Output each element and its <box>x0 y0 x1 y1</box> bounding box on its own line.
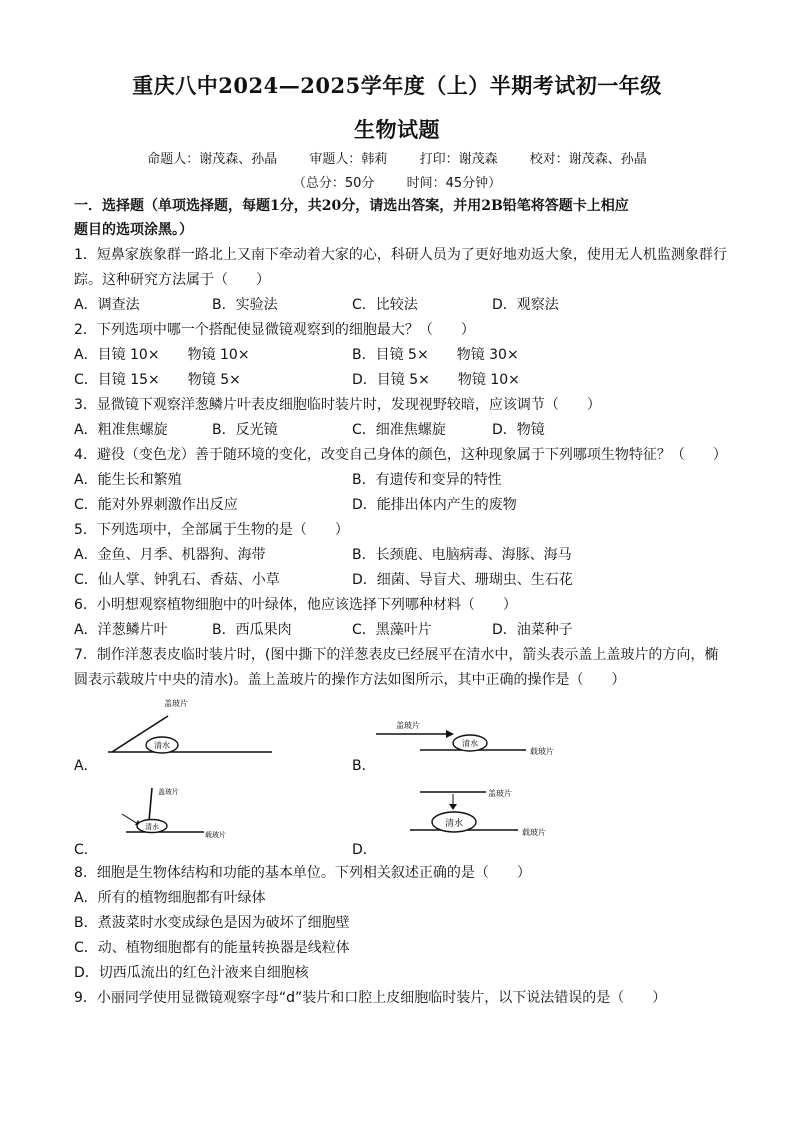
q3-stem: 3．显微镜下观察洋葱鳞片叶表皮细胞临时装片时，发现视野较暗，应该调节（ ） <box>74 397 601 413</box>
total-score: （总分：50分 <box>292 176 375 191</box>
q7-option-b: B． <box>352 758 376 774</box>
q3-option-a: A．粗准焦螺旋 <box>74 422 168 438</box>
q1-stem-line1: 1．短鼻家族象群一路北上又南下牵动着大家的心，科研人员为了更好地劝返大象，使用无人机监测象群行 <box>74 247 727 263</box>
q9-stem: 9．小丽同学使用显微镜观察字母“d”装片和口腔上皮细胞临时装片，以下说法错误的是（ ） <box>74 990 667 1006</box>
q4-option-b: B．有遗传和变异的特性 <box>352 472 502 488</box>
q7-figure-c <box>108 784 238 848</box>
q7-stem-line1: 7．制作洋葱表皮临时装片时，(图中撕下的洋葱表皮已经展平在清水中，箭头表示盖上盖玻片的方向，椭 <box>74 647 719 663</box>
q8-option-a: A．所有的植物细胞都有叶绿体 <box>74 890 266 906</box>
q8-option-c: C．动、植物细胞都有的能量转换器是线粒体 <box>74 940 350 956</box>
exam-title: 重庆八中2024—2025学年度（上）半期考试初一年级 <box>132 73 662 98</box>
q8-option-d: D．切西瓜流出的红色汁液来自细胞核 <box>74 965 309 981</box>
q1-option-c: C．比较法 <box>352 297 418 313</box>
exam-time: 时间：45分钟） <box>406 176 502 191</box>
q7-stem-line2: 圆表示载玻片中央的清水)。盖上盖玻片的操作方法如图所示，其中正确的操作是（ ） <box>74 672 626 688</box>
author-line <box>0 148 794 167</box>
q4-option-a: A．能生长和繁殖 <box>74 472 182 488</box>
proofreader: 校对：谢茂森、孙晶 <box>529 152 647 167</box>
q1-stem-line2: 踪。这种研究方法属于（ ） <box>74 272 270 288</box>
q3-option-c: C．细准焦螺旋 <box>352 422 446 438</box>
q2-option-d: D．目镜 5× 物镜 10× <box>352 372 520 388</box>
q1-option-a: A．调查法 <box>74 297 140 313</box>
q5-option-d: D．细菌、导盲犬、珊瑚虫、生石花 <box>352 572 573 588</box>
q4-option-c: C．能对外界刺激作出反应 <box>74 497 238 513</box>
water-label: 清水 <box>462 739 478 748</box>
q6-stem: 6．小明想观察植物细胞中的叶绿体，他应该选择下列哪种材料（ ） <box>74 597 517 613</box>
slide-label: 载玻片 <box>205 831 226 839</box>
q6-option-c: C．黑藻叶片 <box>352 622 432 638</box>
q7-figure-b <box>374 712 584 772</box>
q7-option-d: D． <box>352 842 377 858</box>
score-time-line <box>0 172 794 191</box>
q5-option-c: C．仙人掌、钟乳石、香菇、小草 <box>74 572 280 588</box>
q5-stem: 5．下列选项中，全部属于生物的是（ ） <box>74 522 349 538</box>
q3-option-d: D．物镜 <box>492 422 545 438</box>
q4-option-d: D．能排出体内产生的废物 <box>352 497 517 513</box>
arrow-right-icon <box>446 730 454 738</box>
q1-option-d: D．观察法 <box>492 297 559 313</box>
water-label: 清水 <box>444 819 464 829</box>
q7-figure-d <box>374 780 584 846</box>
cover-label: 盖玻片 <box>158 788 179 796</box>
water-label: 清水 <box>154 741 170 750</box>
q2-option-b: B．目镜 5× 物镜 30× <box>352 347 519 363</box>
q1-option-b: B．实验法 <box>212 297 278 313</box>
q3-option-b: B．反光镜 <box>212 422 278 438</box>
reviewer: 审题人：韩莉 <box>309 152 388 167</box>
q2-option-c: C．目镜 15× 物镜 5× <box>74 372 241 388</box>
cover-label: 盖玻片 <box>488 789 512 798</box>
slide-label: 载玻片 <box>530 747 554 756</box>
section-heading-line1: 一．选择题（单项选择题，每题1分，共20分，请选出答案，并用2B铅笔将答题卡上相应 <box>74 198 629 214</box>
q7-option-a: A． <box>74 758 98 774</box>
q6-option-d: D．油菜种子 <box>492 622 573 638</box>
exam-subject: 生物试题 <box>354 117 440 142</box>
q7-figure-a <box>94 694 274 770</box>
q5-option-b: B．长颈鹿、电脑病毒、海豚、海马 <box>352 547 572 563</box>
q2-stem: 2．下列选项中哪一个搭配使显微镜观察到的细胞最大？（ ） <box>74 322 475 338</box>
slide-label: 载玻片 <box>522 828 546 837</box>
q2-option-a: A．目镜 10× 物镜 10× <box>74 347 250 363</box>
q8-option-b: B．煮菠菜时水变成绿色是因为破坏了细胞壁 <box>74 915 350 931</box>
q6-option-b: B．西瓜果肉 <box>212 622 292 638</box>
water-label: 清水 <box>145 823 159 831</box>
printer: 打印：谢茂森 <box>419 152 498 167</box>
q7-option-c: C． <box>74 842 98 858</box>
q8-stem: 8．细胞是生物体结构和功能的基本单位。下列相关叙述正确的是（ ） <box>74 865 531 881</box>
q4-stem: 4．避役（变色龙）善于随环境的变化，改变自己身体的颜色，这种现象属于下列哪项生物特征？（ ） <box>74 447 727 463</box>
setter: 命题人：谢茂森、孙晶 <box>147 152 278 167</box>
arrow-down-icon <box>449 804 457 810</box>
q5-option-a: A．金鱼、月季、机器狗、海带 <box>74 547 266 563</box>
q6-option-a: A．洋葱鳞片叶 <box>74 622 168 638</box>
cover-label: 盖玻片 <box>396 721 420 730</box>
arrow-line <box>122 814 138 824</box>
section-heading-line2: 题目的选项涂黑。） <box>74 222 193 238</box>
cover-label: 盖玻片 <box>164 699 188 708</box>
